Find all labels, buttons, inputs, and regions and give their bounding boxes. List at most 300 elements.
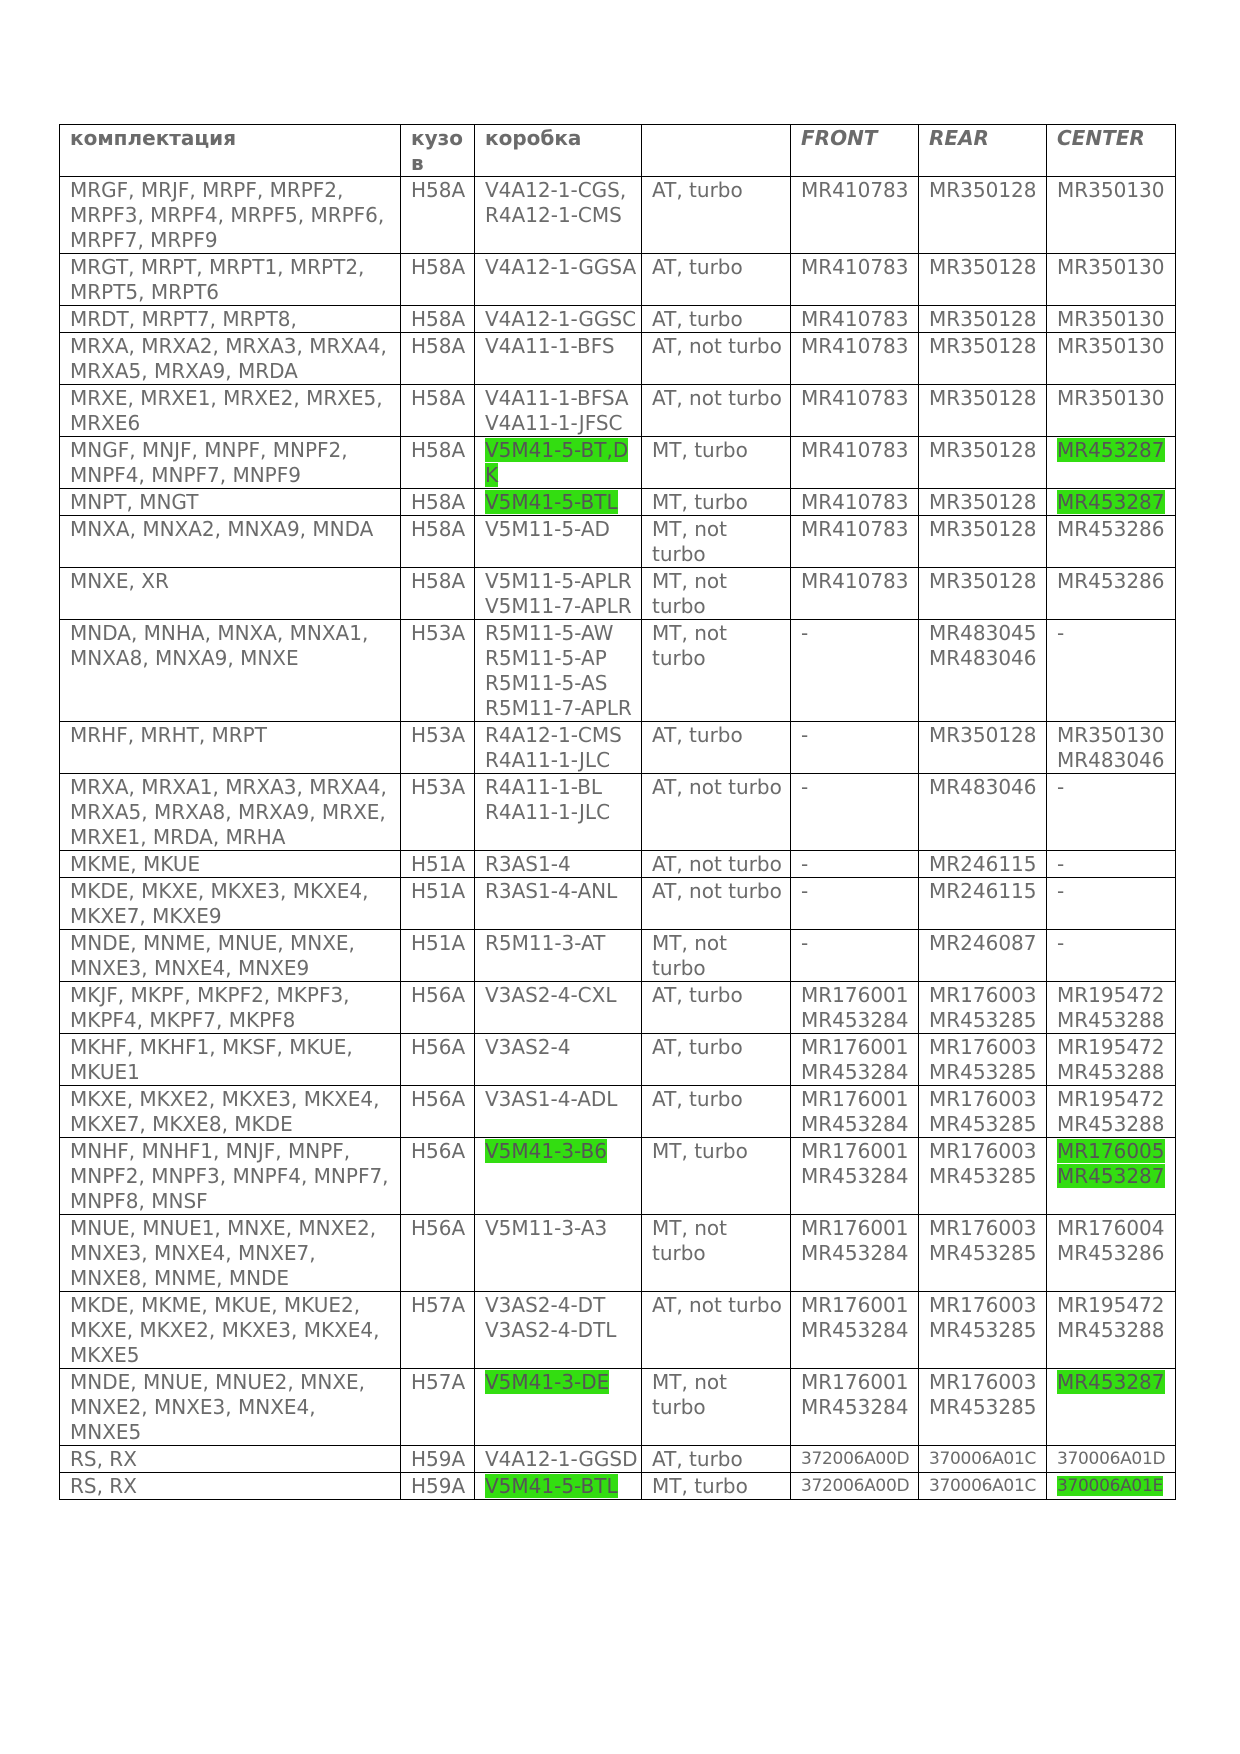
center-cell-line: -: [1057, 931, 1065, 955]
type-cell: MT, not turbo: [642, 568, 791, 620]
table-row: [60, 489, 1176, 516]
rear-cell-line: MR453285: [929, 1241, 1037, 1265]
body-cell: H56A: [401, 1086, 475, 1138]
gearbox-cell: [475, 722, 642, 774]
type-cell: AT, not turbo: [642, 774, 791, 851]
body-cell: H51A: [401, 878, 475, 930]
center-cell-line: MR453287: [1057, 438, 1165, 462]
body-cell: H56A: [401, 1034, 475, 1086]
body-cell: H56A: [401, 1215, 475, 1292]
gearbox-cell-line: R5M11-5-AW: [485, 621, 614, 645]
body-cell: H58A: [401, 568, 475, 620]
center-cell: [1047, 1215, 1176, 1292]
center-cell: [1047, 930, 1176, 982]
gearbox-cell: [475, 1086, 642, 1138]
center-cell-line: -: [1057, 621, 1065, 645]
table-row: [60, 437, 1176, 489]
table-row: [60, 1369, 1176, 1446]
rear-cell: [919, 982, 1047, 1034]
type-cell: MT, not turbo: [642, 1369, 791, 1446]
type-cell: MT, turbo: [642, 1473, 791, 1500]
rear-cell: [919, 930, 1047, 982]
gearbox-cell-line: R5M11-5-AS: [485, 671, 608, 695]
gearbox-cell-line: R4A12-1-CMS: [485, 723, 622, 747]
front-cell: [791, 878, 919, 930]
gearbox-cell-line: R5M11-7-APLR: [485, 696, 632, 720]
front-cell-line: MR410783: [801, 178, 909, 202]
front-cell-line: -: [801, 852, 809, 876]
rear-cell: [919, 1138, 1047, 1215]
front-cell-line: MR410783: [801, 255, 909, 279]
rear-cell: [919, 1446, 1047, 1473]
gearbox-cell-line: V5M11-3-A3: [485, 1216, 608, 1240]
center-cell: [1047, 333, 1176, 385]
trim-cell: MKDE, MKXE, MKXE3, MKXE4, MKXE7, MKXE9: [60, 878, 401, 930]
front-cell: [791, 1292, 919, 1369]
trim-cell: MRXA, MRXA1, MRXA3, MRXA4, MRXA5, MRXA8, MRXA9, MRXE, MRXE1, MRDA, MRHA: [60, 774, 401, 851]
center-cell: [1047, 774, 1176, 851]
header-body: кузо в: [401, 125, 475, 177]
center-cell-line: MR453287: [1057, 490, 1165, 514]
trim-cell: MNGF, MNJF, MNPF, MNPF2, MNPF4, MNPF7, MNPF9: [60, 437, 401, 489]
gearbox-cell-line: V3AS2-4: [485, 1035, 571, 1059]
front-cell: [791, 333, 919, 385]
center-cell-line: MR176005: [1057, 1139, 1165, 1163]
center-cell: [1047, 1473, 1176, 1500]
table-row: [60, 516, 1176, 568]
center-cell: [1047, 254, 1176, 306]
header-front: FRONT: [791, 125, 919, 177]
rear-cell-line: MR453285: [929, 1318, 1037, 1342]
center-cell-line: MR453288: [1057, 1318, 1165, 1342]
rear-cell-line: MR350128: [929, 334, 1037, 358]
center-cell-line: MR453288: [1057, 1060, 1165, 1084]
rear-cell-line: MR176003: [929, 983, 1037, 1007]
rear-cell: [919, 851, 1047, 878]
table-body: [60, 177, 1176, 1500]
front-cell-line: -: [801, 879, 809, 903]
table-row: [60, 1473, 1176, 1500]
rear-cell: [919, 489, 1047, 516]
table-row: [60, 254, 1176, 306]
front-cell: [791, 385, 919, 437]
gearbox-cell: [475, 254, 642, 306]
rear-cell: [919, 1292, 1047, 1369]
front-cell: [791, 930, 919, 982]
center-cell-line: MR195472: [1057, 1035, 1165, 1059]
rear-cell: [919, 1369, 1047, 1446]
rear-cell-line: MR176003: [929, 1293, 1037, 1317]
table-row: [60, 1086, 1176, 1138]
type-cell: AT, not turbo: [642, 385, 791, 437]
center-cell-line: MR483046: [1057, 748, 1165, 772]
front-cell-line: 372006A00D: [801, 1476, 910, 1496]
header-center: CENTER: [1047, 125, 1176, 177]
gearbox-cell: [475, 774, 642, 851]
trim-cell: MKJF, MKPF, MKPF2, MKPF3, MKPF4, MKPF7, MKPF8: [60, 982, 401, 1034]
gearbox-cell-line: V4A12-1-CGS,: [485, 178, 627, 202]
center-cell-line: MR453287: [1057, 1164, 1165, 1188]
gearbox-cell: [475, 568, 642, 620]
center-cell-line: 370006A01E: [1057, 1476, 1163, 1496]
front-cell: [791, 774, 919, 851]
body-cell: H59A: [401, 1473, 475, 1500]
trim-cell: MNDE, MNUE, MNUE2, MNXE, MNXE2, MNXE3, MNXE4, MNXE5: [60, 1369, 401, 1446]
table-row: [60, 333, 1176, 385]
center-cell-line: -: [1057, 879, 1065, 903]
gearbox-cell: [475, 1369, 642, 1446]
center-cell-line: MR453288: [1057, 1112, 1165, 1136]
trim-cell: MRGT, MRPT, MRPT1, MRPT2, MRPT5, MRPT6: [60, 254, 401, 306]
table-row: [60, 982, 1176, 1034]
type-cell: AT, turbo: [642, 982, 791, 1034]
gearbox-cell-line: V4A11-1-BFSA: [485, 386, 629, 410]
center-cell-line: MR453287: [1057, 1370, 1165, 1394]
gearbox-cell-line: V5M11-5-AD: [485, 517, 610, 541]
body-cell: H58A: [401, 385, 475, 437]
center-cell: [1047, 437, 1176, 489]
trim-cell: MNHF, MNHF1, MNJF, MNPF, MNPF2, MNPF3, MNPF4, MNPF7, MNPF8, MNSF: [60, 1138, 401, 1215]
type-cell: AT, turbo: [642, 177, 791, 254]
gearbox-cell-line: V5M41-5-BTL: [485, 490, 618, 514]
trim-cell: MNXA, MNXA2, MNXA9, MNDA: [60, 516, 401, 568]
gearbox-cell-line: V4A12-1-GGSD: [485, 1447, 638, 1471]
center-cell: [1047, 1369, 1176, 1446]
gearbox-cell-line: V3AS2-4-CXL: [485, 983, 617, 1007]
gearbox-cell-line: V5M11-5-APLR: [485, 569, 632, 593]
rear-cell: [919, 774, 1047, 851]
type-cell: MT, not turbo: [642, 930, 791, 982]
type-cell: MT, turbo: [642, 489, 791, 516]
body-cell: H56A: [401, 982, 475, 1034]
gearbox-cell-line: V4A11-1-JFSC: [485, 411, 623, 435]
center-cell: [1047, 177, 1176, 254]
front-cell-line: MR410783: [801, 438, 909, 462]
body-cell: H58A: [401, 516, 475, 568]
table-row: [60, 177, 1176, 254]
gearbox-cell-line: R5M11-5-AP: [485, 646, 607, 670]
type-cell: AT, turbo: [642, 306, 791, 333]
center-cell-line: MR195472: [1057, 1087, 1165, 1111]
rear-cell: [919, 568, 1047, 620]
gearbox-cell: [475, 385, 642, 437]
center-cell-line: MR453286: [1057, 1241, 1165, 1265]
rear-cell-line: MR176003: [929, 1216, 1037, 1240]
front-cell: [791, 1369, 919, 1446]
gearbox-cell-line: R4A12-1-CMS: [485, 203, 622, 227]
trim-cell: MNPT, MNGT: [60, 489, 401, 516]
gearbox-cell-line: V4A11-1-BFS: [485, 334, 615, 358]
type-cell: AT, turbo: [642, 1446, 791, 1473]
gearbox-cell-line: R4A11-1-JLC: [485, 800, 611, 824]
center-cell: [1047, 516, 1176, 568]
table-row: [60, 1292, 1176, 1369]
front-cell: [791, 620, 919, 722]
trim-cell: MRXE, MRXE1, MRXE2, MRXE5, MRXE6: [60, 385, 401, 437]
front-cell-line: -: [801, 723, 809, 747]
front-cell: [791, 1446, 919, 1473]
type-cell: AT, not turbo: [642, 333, 791, 385]
gearbox-cell-line: V5M41-5-BTL: [485, 1474, 618, 1498]
gearbox-cell: [475, 333, 642, 385]
trim-cell: MRDT, MRPT7, MRPT8,: [60, 306, 401, 333]
rear-cell: [919, 516, 1047, 568]
rear-cell-line: MR350128: [929, 178, 1037, 202]
rear-cell-line: MR176003: [929, 1139, 1037, 1163]
center-cell: [1047, 620, 1176, 722]
front-cell: [791, 489, 919, 516]
gearbox-cell: [475, 1138, 642, 1215]
trim-cell: MRXA, MRXA2, MRXA3, MRXA4, MRXA5, MRXA9, MRDA: [60, 333, 401, 385]
gearbox-cell: [475, 982, 642, 1034]
rear-cell-line: MR453285: [929, 1395, 1037, 1419]
rear-cell: [919, 437, 1047, 489]
table-row: [60, 851, 1176, 878]
front-cell-line: MR176001: [801, 983, 909, 1007]
gearbox-cell: [475, 489, 642, 516]
type-cell: AT, not turbo: [642, 851, 791, 878]
gearbox-cell: [475, 306, 642, 333]
rear-cell-line: MR453285: [929, 1164, 1037, 1188]
type-cell: AT, turbo: [642, 1086, 791, 1138]
center-cell: [1047, 1138, 1176, 1215]
rear-cell-line: MR453285: [929, 1112, 1037, 1136]
type-cell: MT, not turbo: [642, 516, 791, 568]
gearbox-cell-line: V3AS2-4-DT: [485, 1293, 606, 1317]
front-cell: [791, 516, 919, 568]
front-cell-line: MR410783: [801, 490, 909, 514]
gearbox-cell-line: V4A12-1-GGSC: [485, 307, 637, 331]
type-cell: MT, turbo: [642, 437, 791, 489]
rear-cell-line: MR483046: [929, 646, 1037, 670]
rear-cell: [919, 1086, 1047, 1138]
trim-cell: RS, RX: [60, 1446, 401, 1473]
rear-cell: [919, 306, 1047, 333]
front-cell-line: MR410783: [801, 386, 909, 410]
front-cell: [791, 568, 919, 620]
table-row: [60, 568, 1176, 620]
center-cell: [1047, 1292, 1176, 1369]
gearbox-cell-line: V5M41-3-DE: [485, 1370, 610, 1394]
table-row: [60, 385, 1176, 437]
gearbox-cell: [475, 620, 642, 722]
front-cell-line: -: [801, 775, 809, 799]
center-cell-line: MR195472: [1057, 1293, 1165, 1317]
body-cell: H51A: [401, 930, 475, 982]
rear-cell: [919, 177, 1047, 254]
center-cell: [1047, 982, 1176, 1034]
gearbox-cell: [475, 1034, 642, 1086]
table-row: [60, 1446, 1176, 1473]
trim-cell: MNDE, MNME, MNUE, MNXE, MNXE3, MNXE4, MNXE9: [60, 930, 401, 982]
trim-cell: MNXE, XR: [60, 568, 401, 620]
body-cell: H58A: [401, 437, 475, 489]
center-cell: [1047, 385, 1176, 437]
front-cell-line: MR410783: [801, 517, 909, 541]
front-cell: [791, 1086, 919, 1138]
gearbox-cell: [475, 1292, 642, 1369]
rear-cell: [919, 878, 1047, 930]
rear-cell: [919, 1215, 1047, 1292]
table-row: [60, 1034, 1176, 1086]
type-cell: AT, not turbo: [642, 878, 791, 930]
front-cell-line: MR176001: [801, 1216, 909, 1240]
rear-cell-line: MR246115: [929, 879, 1037, 903]
parts-table: [59, 124, 1176, 1500]
front-cell-line: MR453284: [801, 1008, 909, 1032]
trim-cell: MNDA, MNHA, MNXA, MNXA1, MNXA8, MNXA9, MNXE: [60, 620, 401, 722]
gearbox-cell: [475, 1215, 642, 1292]
rear-cell-line: MR176003: [929, 1370, 1037, 1394]
front-cell-line: MR176001: [801, 1370, 909, 1394]
center-cell-line: MR453286: [1057, 517, 1165, 541]
center-cell-line: MR350130: [1057, 178, 1165, 202]
rear-cell-line: MR350128: [929, 490, 1037, 514]
front-cell-line: MR176001: [801, 1139, 909, 1163]
trim-cell: MKHF, MKHF1, MKSF, MKUE, MKUE1: [60, 1034, 401, 1086]
front-cell: [791, 1034, 919, 1086]
body-cell: H51A: [401, 851, 475, 878]
body-cell: H59A: [401, 1446, 475, 1473]
front-cell: [791, 177, 919, 254]
rear-cell-line: MR350128: [929, 569, 1037, 593]
rear-cell-line: MR350128: [929, 723, 1037, 747]
body-cell: H58A: [401, 489, 475, 516]
front-cell: [791, 1215, 919, 1292]
gearbox-cell-line: V5M41-5-BT,DK: [485, 438, 629, 487]
center-cell-line: MR453288: [1057, 1008, 1165, 1032]
center-cell-line: MR350130: [1057, 386, 1165, 410]
front-cell-line: -: [801, 931, 809, 955]
body-cell: H58A: [401, 333, 475, 385]
gearbox-cell: [475, 878, 642, 930]
body-cell: H53A: [401, 620, 475, 722]
center-cell: [1047, 1086, 1176, 1138]
front-cell-line: MR176001: [801, 1087, 909, 1111]
table-row: [60, 930, 1176, 982]
center-cell-line: -: [1057, 775, 1065, 799]
trim-cell: MNUE, MNUE1, MNXE, MNXE2, MNXE3, MNXE4, MNXE7, MNXE8, MNME, MNDE: [60, 1215, 401, 1292]
trim-cell: RS, RX: [60, 1473, 401, 1500]
rear-cell: [919, 1034, 1047, 1086]
table-row: [60, 774, 1176, 851]
rear-cell-line: MR350128: [929, 517, 1037, 541]
rear-cell-line: 370006A01C: [929, 1449, 1037, 1469]
rear-cell-line: MR350128: [929, 307, 1037, 331]
front-cell: [791, 851, 919, 878]
front-cell: [791, 437, 919, 489]
front-cell-line: MR410783: [801, 334, 909, 358]
trim-cell: MKXE, MKXE2, MKXE3, MKXE4, MKXE7, MKXE8, MKDE: [60, 1086, 401, 1138]
center-cell: [1047, 489, 1176, 516]
center-cell-line: -: [1057, 852, 1065, 876]
gearbox-cell: [475, 851, 642, 878]
header-type: [642, 125, 791, 177]
trim-cell: MRGF, MRJF, MRPF, MRPF2, MRPF3, MRPF4, MRPF5, MRPF6, MRPF7, MRPF9: [60, 177, 401, 254]
center-cell: [1047, 878, 1176, 930]
rear-cell-line: MR176003: [929, 1087, 1037, 1111]
center-cell: [1047, 851, 1176, 878]
rear-cell: [919, 722, 1047, 774]
header-rear: REAR: [919, 125, 1047, 177]
table-row: [60, 1138, 1176, 1215]
gearbox-cell: [475, 1473, 642, 1500]
center-cell-line: MR350130: [1057, 255, 1165, 279]
gearbox-cell-line: R4A11-1-BL: [485, 775, 603, 799]
center-cell-line: MR350130: [1057, 723, 1165, 747]
front-cell-line: MR453284: [801, 1060, 909, 1084]
center-cell-line: MR350130: [1057, 307, 1165, 331]
rear-cell-line: MR483046: [929, 775, 1037, 799]
table-row: [60, 722, 1176, 774]
front-cell-line: MR410783: [801, 307, 909, 331]
rear-cell: [919, 1473, 1047, 1500]
header-gearbox: коробка: [475, 125, 642, 177]
header-row: [60, 125, 1176, 177]
front-cell-line: MR176001: [801, 1035, 909, 1059]
body-cell: H58A: [401, 306, 475, 333]
table-row: [60, 620, 1176, 722]
front-cell: [791, 306, 919, 333]
front-cell-line: -: [801, 621, 809, 645]
center-cell: [1047, 568, 1176, 620]
rear-cell: [919, 333, 1047, 385]
front-cell-line: MR176001: [801, 1293, 909, 1317]
body-cell: H57A: [401, 1292, 475, 1369]
gearbox-cell: [475, 516, 642, 568]
gearbox-cell-line: R4A11-1-JLC: [485, 748, 611, 772]
gearbox-cell-line: R3AS1-4-ANL: [485, 879, 618, 903]
front-cell: [791, 254, 919, 306]
rear-cell-line: MR350128: [929, 386, 1037, 410]
rear-cell-line: MR453285: [929, 1060, 1037, 1084]
front-cell: [791, 722, 919, 774]
center-cell-line: MR176004: [1057, 1216, 1165, 1240]
body-cell: H53A: [401, 722, 475, 774]
rear-cell-line: MR350128: [929, 438, 1037, 462]
center-cell: [1047, 1034, 1176, 1086]
center-cell-line: 370006A01D: [1057, 1449, 1166, 1469]
gearbox-cell-line: V5M11-7-APLR: [485, 594, 632, 618]
rear-cell-line: 370006A01C: [929, 1476, 1037, 1496]
body-cell: H53A: [401, 774, 475, 851]
body-cell: H58A: [401, 177, 475, 254]
front-cell-line: MR453284: [801, 1164, 909, 1188]
gearbox-cell: [475, 437, 642, 489]
gearbox-cell-line: V3AS1-4-ADL: [485, 1087, 618, 1111]
body-cell: H58A: [401, 254, 475, 306]
gearbox-cell-line: R5M11-3-AT: [485, 931, 606, 955]
front-cell: [791, 1138, 919, 1215]
center-cell: [1047, 1446, 1176, 1473]
rear-cell-line: MR453285: [929, 1008, 1037, 1032]
gearbox-cell-line: V3AS2-4-DTL: [485, 1318, 617, 1342]
type-cell: AT, turbo: [642, 722, 791, 774]
front-cell-line: MR453284: [801, 1395, 909, 1419]
front-cell-line: 372006A00D: [801, 1449, 910, 1469]
type-cell: AT, not turbo: [642, 1292, 791, 1369]
type-cell: AT, turbo: [642, 254, 791, 306]
rear-cell: [919, 254, 1047, 306]
gearbox-cell: [475, 1446, 642, 1473]
front-cell: [791, 982, 919, 1034]
gearbox-cell-line: R3AS1-4: [485, 852, 571, 876]
trim-cell: MKDE, MKME, MKUE, MKUE2, MKXE, MKXE2, MKXE3, MKXE4, MKXE5: [60, 1292, 401, 1369]
gearbox-cell-line: V5M41-3-B6: [485, 1139, 608, 1163]
front-cell-line: MR453284: [801, 1112, 909, 1136]
gearbox-cell-line: V4A12-1-GGSA: [485, 255, 637, 279]
table-row: [60, 306, 1176, 333]
